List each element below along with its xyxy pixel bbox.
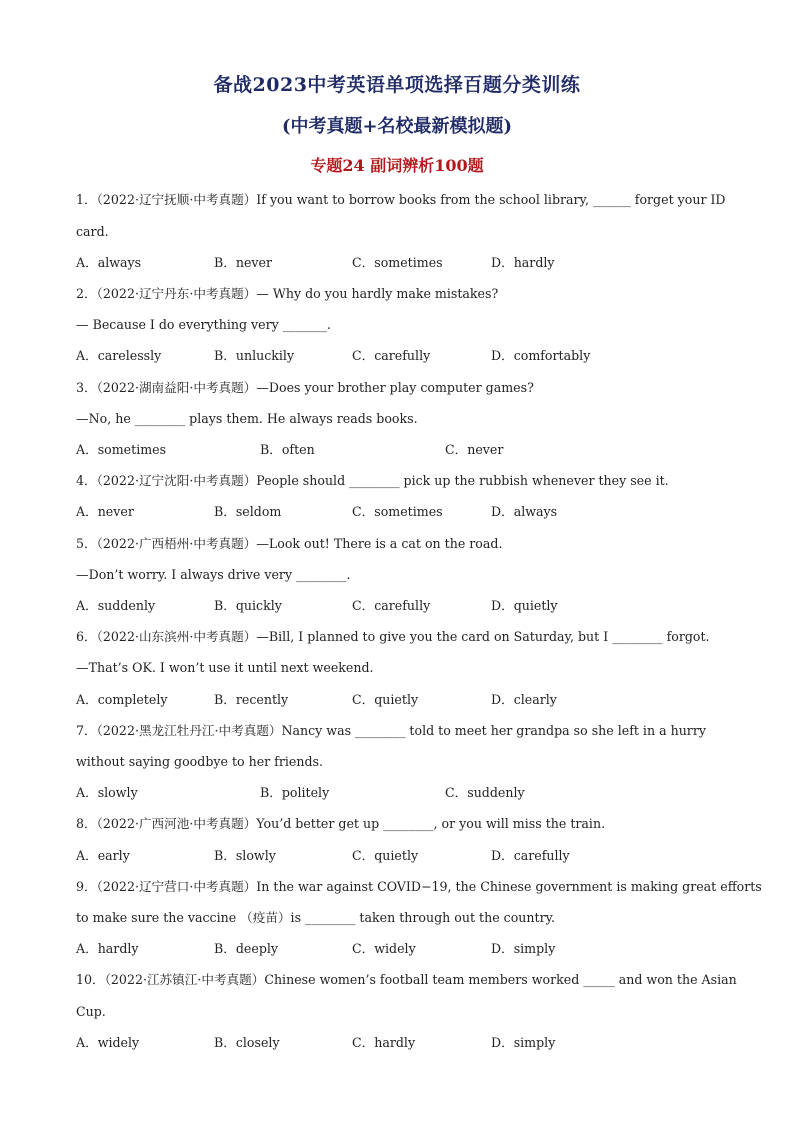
question-stem: 6．（2022·山东滨州·中考真题）—Bill, I planned to give you the card on Saturday, but I ________ forgot. <box>76 629 710 644</box>
option-b: B．deeply <box>214 941 279 956</box>
document-subtitle: (中考真题+名校最新模拟题) <box>281 116 513 137</box>
option-c: C．never <box>445 442 504 457</box>
option-b: B．unluckily <box>214 348 295 363</box>
option-a: A．hardly <box>76 941 139 956</box>
question-stem: 9．（2022·辽宁营口·中考真题）In the war against COVID−19, the Chinese government is making great efforts <box>76 879 762 894</box>
option-b: B．politely <box>260 785 330 800</box>
option-a: A．never <box>76 504 134 519</box>
option-d: D．quietly <box>491 598 558 613</box>
option-a: A．slowly <box>76 785 138 800</box>
option-c: C．quietly <box>352 692 419 707</box>
option-b: B．never <box>214 255 273 270</box>
question-stem: 5．（2022·广西梧州·中考真题）—Look out! There is a cat on the road. <box>76 536 503 551</box>
option-b: B．often <box>260 442 315 457</box>
option-c: C．sometimes <box>352 255 443 270</box>
option-d: D．carefully <box>491 848 570 863</box>
option-a: A．always <box>76 255 142 270</box>
question-stem: 7．（2022·黑龙江牡丹江·中考真题）Nancy was ________ told to meet her grandpa so she left in a hurry <box>76 723 706 738</box>
option-a: A．sometimes <box>76 442 167 457</box>
option-c: C．hardly <box>352 1035 416 1050</box>
option-d: D．comfortably <box>491 348 591 363</box>
option-a: A．suddenly <box>76 598 156 613</box>
option-c: C．quietly <box>352 848 419 863</box>
question-stem: —Don’t worry. I always drive very ________. <box>76 567 351 582</box>
option-b: B．seldom <box>214 504 282 519</box>
option-b: B．quickly <box>214 598 282 613</box>
topic-heading: 专题24 副词辨析100题 <box>310 156 484 175</box>
option-a: A．early <box>76 848 130 863</box>
question-stem: 4．（2022·辽宁沈阳·中考真题）People should ________ pick up the rubbish whenever they see it. <box>76 473 669 488</box>
option-c: C．widely <box>352 941 416 956</box>
option-c: C．carefully <box>352 598 431 613</box>
question-stem: 3．（2022·湖南益阳·中考真题）—Does your brother play computer games? <box>76 380 534 395</box>
question-stem: to make sure the vaccine （疫苗）is ________ taken through out the country. <box>76 910 556 925</box>
question-stem: card. <box>76 224 109 239</box>
question-stem: —That’s OK. I won’t use it until next weekend. <box>76 660 374 675</box>
option-a: A．completely <box>76 692 168 707</box>
option-b: B．recently <box>214 692 289 707</box>
question-stem: without saying goodbye to her friends. <box>76 754 323 769</box>
option-d: D．clearly <box>491 692 557 707</box>
question-stem: —No, he ________ plays them. He always reads books. <box>76 411 418 426</box>
question-stem: 1．（2022·辽宁抚顺·中考真题）If you want to borrow books from the school library, ______ forget your ID <box>76 192 726 207</box>
question-stem: 8．（2022·广西河池·中考真题）You’d better get up ________, or you will miss the train. <box>76 816 606 831</box>
option-d: D．hardly <box>491 255 555 270</box>
question-stem: 2．（2022·辽宁丹东·中考真题）— Why do you hardly make mistakes? <box>76 286 499 301</box>
question-stem: 10．（2022·江苏镇江·中考真题）Chinese women’s football team members worked _____ and won the Asian <box>76 972 737 987</box>
question-stem: — Because I do everything very _______. <box>76 317 331 332</box>
option-c: C．sometimes <box>352 504 443 519</box>
option-a: A．carelessly <box>76 348 162 363</box>
option-c: C．carefully <box>352 348 431 363</box>
option-d: D．always <box>491 504 558 519</box>
document-title: 备战2023中考英语单项选择百题分类训练 <box>213 74 581 96</box>
option-d: D．simply <box>491 1035 556 1050</box>
option-b: B．slowly <box>214 848 276 863</box>
option-d: D．simply <box>491 941 556 956</box>
option-c: C．suddenly <box>445 785 525 800</box>
option-a: A．widely <box>76 1035 140 1050</box>
question-stem: Cup. <box>76 1004 106 1019</box>
option-b: B．closely <box>214 1035 280 1050</box>
